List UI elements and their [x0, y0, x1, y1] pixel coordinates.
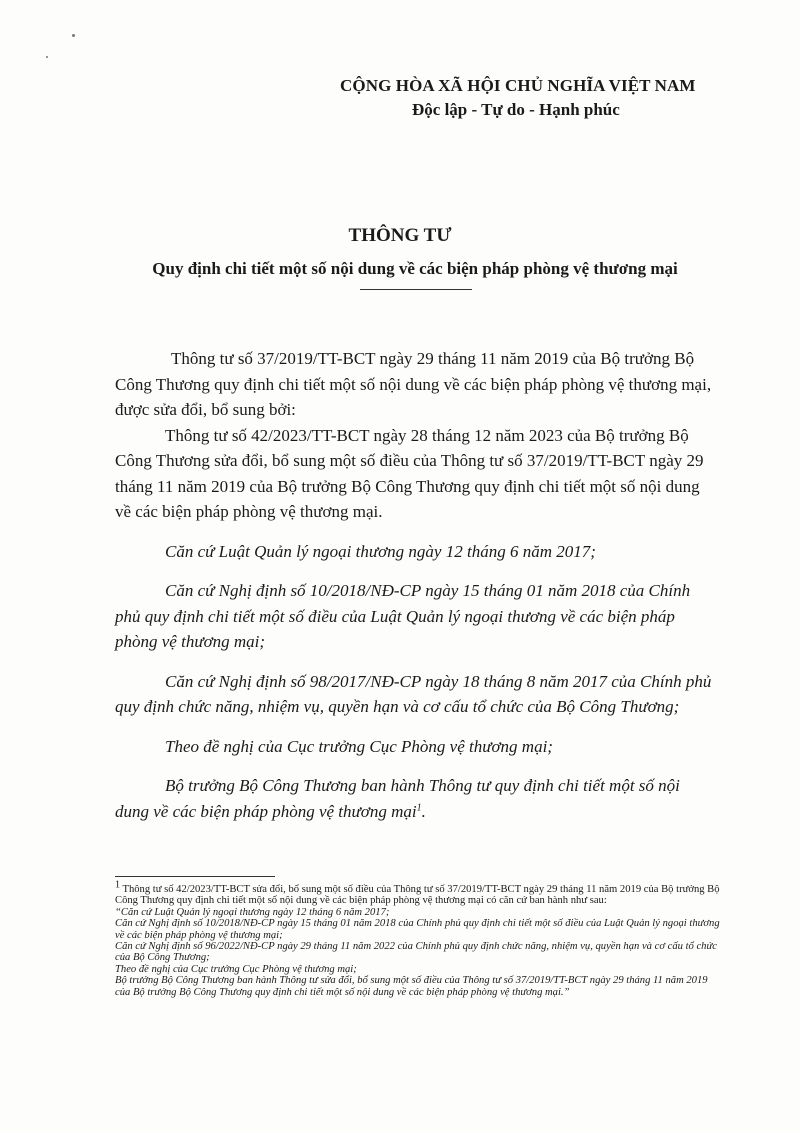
document-subject: Quy định chi tiết một số nội dung về các biện pháp phòng vệ thương mại	[152, 259, 678, 278]
national-motto: Độc lập - Tự do - Hạnh phúc	[412, 100, 620, 119]
intro-paragraph: Thông tư số 37/2019/TT-BCT ngày 29 tháng 11 năm 2019 của Bộ trưởng Bộ Công Thương quy định chi tiết một số nội dung về các biện pháp phòng vệ thương mại, được sửa đổi, bổ sung bởi:	[115, 349, 712, 419]
national-header	[340, 76, 760, 120]
footnote	[115, 879, 725, 998]
promulgation-end: .	[421, 801, 426, 821]
promulgation-text: Bộ trưởng Bộ Công Thương ban hành Thông tư quy định chi tiết một số nội dung về các biện pháp phòng vệ thương mại	[115, 776, 680, 821]
footnote-quote-5: Bộ trưởng Bộ Công Thương ban hành Thông tư sửa đổi, bổ sung một số điều của Thông tư số 37/2019/TT-BCT ngày 29 tháng 11 năm 2019 của Bộ trưởng Bộ Công Thương quy định chi tiết một số nội dung về các biện pháp phòng vệ thương mại.”	[115, 975, 708, 998]
footnote-quote-3: Căn cứ Nghị định số 96/2022/NĐ-CP ngày 29 tháng 11 năm 2022 của Chính phủ quy định chức năng, nhiệm vụ, quyền hạn và cơ cấu tổ chức của Bộ Công Thương;	[115, 941, 717, 964]
footnote-divider	[115, 876, 275, 877]
footnote-lead-line	[115, 879, 725, 907]
title-divider	[360, 289, 472, 290]
legal-basis-2: Căn cứ Nghị định số 10/2018/NĐ-CP ngày 15 tháng 01 năm 2018 của Chính phủ quy định chi tiết một số điều của Luật Quản lý ngoại thương về các biện pháp phòng vệ thương mại;	[115, 581, 691, 651]
legal-basis-3: Căn cứ Nghị định số 98/2017/NĐ-CP ngày 18 tháng 8 năm 2017 của Chính phủ quy định chức năng, nhiệm vụ, quyền hạn và cơ cấu tổ chức của Bộ Công Thương;	[115, 671, 712, 716]
footnote-reference[interactable]: 1	[416, 801, 422, 813]
document-body	[115, 346, 715, 824]
footnote-quote-1: “Căn cứ Luật Quản lý ngoại thương ngày 12 tháng 6 năm 2017;	[115, 906, 390, 918]
footnote-quote-4: Theo đề nghị của Cục trưởng Cục Phòng vệ thương mại;	[115, 963, 357, 975]
scan-speck	[72, 34, 75, 37]
footnote-lead: Thông tư số 42/2023/TT-BCT sửa đổi, bổ sung một số điều của Thông tư số 37/2019/TT-BCT ngày 29 tháng 11 năm 2019 của Bộ trưởng Bộ Công Thương quy định chi tiết một số nội dung về các biện pháp phòng vệ thương mại có căn cứ ban hành như sau:	[115, 884, 720, 907]
nation-name: CỘNG HÒA XÃ HỘI CHỦ NGHĨA VIỆT NAM	[340, 76, 696, 95]
document-type: THÔNG TƯ	[348, 225, 452, 246]
footnote-marker: 1	[115, 879, 120, 891]
amendment-paragraph: Thông tư số 42/2023/TT-BCT ngày 28 tháng 12 năm 2023 của Bộ trưởng Bộ Công Thương sửa đổi, bổ sung một số điều của Thông tư số 37/2019/TT-BCT ngày 29 tháng 11 năm 2019 của Bộ trưởng Bộ Công Thương quy định chi tiết một số nội dung về các biện pháp phòng vệ thương mại.	[115, 425, 704, 521]
legal-basis-1: Căn cứ Luật Quản lý ngoại thương ngày 12 tháng 6 năm 2017;	[165, 541, 596, 561]
scan-speck	[46, 56, 48, 58]
footnote-quote-2: Căn cứ Nghị định số 10/2018/NĐ-CP ngày 15 tháng 01 năm 2018 của Chính phủ quy định chi tiết một số điều của Luật Quản lý ngoại thương về các biện pháp phòng vệ thương mại;	[115, 918, 720, 941]
proposal-paragraph: Theo đề nghị của Cục trưởng Cục Phòng vệ thương mại;	[165, 736, 553, 756]
promulgation-paragraph	[115, 773, 715, 824]
